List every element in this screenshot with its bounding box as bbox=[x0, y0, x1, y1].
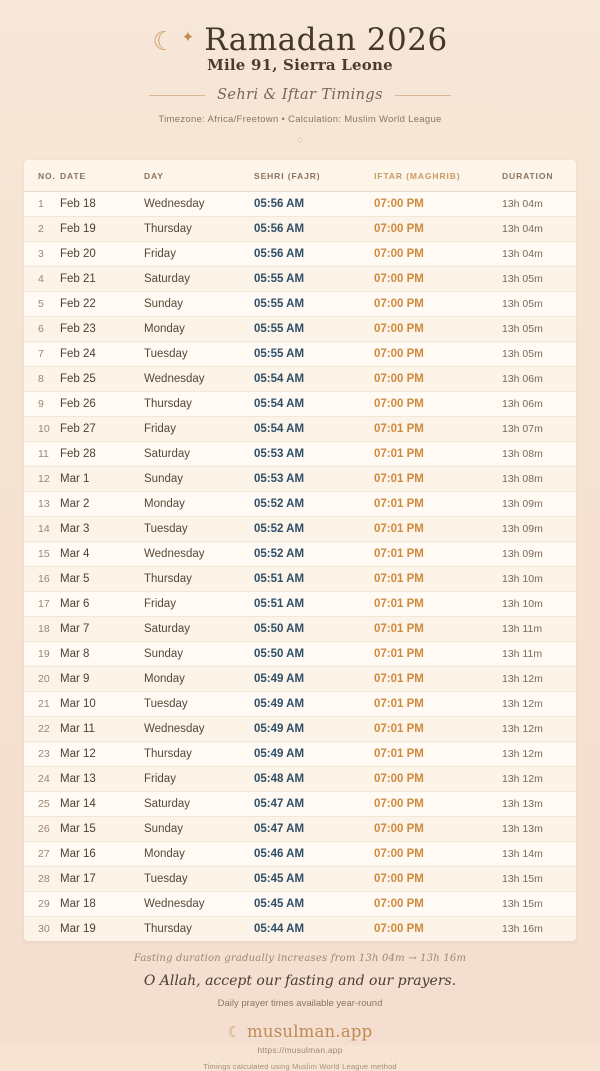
cell-iftar: 07:00 PM bbox=[374, 192, 502, 217]
cell-no: 13 bbox=[24, 492, 60, 517]
cell-no: 5 bbox=[24, 292, 60, 317]
cell-sehri: 05:52 AM bbox=[254, 542, 374, 567]
cell-sehri: 05:46 AM bbox=[254, 842, 374, 867]
cell-duration: 13h 06m bbox=[502, 392, 576, 417]
cell-iftar: 07:00 PM bbox=[374, 267, 502, 292]
location-subtitle: Mile 91, Sierra Leone bbox=[207, 56, 393, 74]
cell-sehri: 05:47 AM bbox=[254, 817, 374, 842]
cell-date: Mar 10 bbox=[60, 692, 144, 717]
column-header-duration: DURATION bbox=[502, 160, 576, 192]
cell-date: Feb 22 bbox=[60, 292, 144, 317]
calculation-method-note: Timings calculated using Muslim World League method bbox=[203, 1062, 397, 1071]
dua-text: O Allah, accept our fasting and our prayers. bbox=[143, 973, 457, 989]
cell-date: Mar 14 bbox=[60, 792, 144, 817]
cell-no: 20 bbox=[24, 667, 60, 692]
cell-no: 27 bbox=[24, 842, 60, 867]
cell-day: Wednesday bbox=[144, 542, 254, 567]
table-row bbox=[24, 467, 576, 492]
cell-day: Saturday bbox=[144, 267, 254, 292]
divider-left bbox=[149, 95, 205, 96]
cell-no: 10 bbox=[24, 417, 60, 442]
cell-date: Mar 3 bbox=[60, 517, 144, 542]
cell-no: 25 bbox=[24, 792, 60, 817]
cell-date: Mar 15 bbox=[60, 817, 144, 842]
cell-sehri: 05:52 AM bbox=[254, 492, 374, 517]
table-row bbox=[24, 417, 576, 442]
table-row bbox=[24, 342, 576, 367]
cell-duration: 13h 12m bbox=[502, 742, 576, 767]
cell-sehri: 05:51 AM bbox=[254, 592, 374, 617]
cell-sehri: 05:54 AM bbox=[254, 367, 374, 392]
cell-iftar: 07:00 PM bbox=[374, 842, 502, 867]
cell-no: 12 bbox=[24, 467, 60, 492]
crescent-moon-icon: ☾ bbox=[152, 26, 176, 56]
table-row bbox=[24, 917, 576, 942]
cell-no: 28 bbox=[24, 867, 60, 892]
cell-sehri: 05:45 AM bbox=[254, 867, 374, 892]
cell-sehri: 05:55 AM bbox=[254, 317, 374, 342]
title-row bbox=[20, 22, 580, 58]
cell-day: Tuesday bbox=[144, 342, 254, 367]
table-row bbox=[24, 392, 576, 417]
table-row bbox=[24, 792, 576, 817]
cell-day: Saturday bbox=[144, 617, 254, 642]
brand-row[interactable] bbox=[20, 1022, 580, 1041]
cell-date: Mar 12 bbox=[60, 742, 144, 767]
table-row bbox=[24, 617, 576, 642]
cell-sehri: 05:55 AM bbox=[254, 267, 374, 292]
table-row bbox=[24, 767, 576, 792]
cell-no: 30 bbox=[24, 917, 60, 942]
cell-iftar: 07:00 PM bbox=[374, 817, 502, 842]
cell-iftar: 07:01 PM bbox=[374, 442, 502, 467]
cell-no: 6 bbox=[24, 317, 60, 342]
cell-date: Mar 4 bbox=[60, 542, 144, 567]
table-row bbox=[24, 817, 576, 842]
section-subtitle: Sehri & Iftar Timings bbox=[217, 87, 383, 103]
timings-table bbox=[24, 160, 576, 941]
cell-sehri: 05:44 AM bbox=[254, 917, 374, 942]
cell-no: 21 bbox=[24, 692, 60, 717]
cell-day: Sunday bbox=[144, 467, 254, 492]
cell-day: Saturday bbox=[144, 792, 254, 817]
cell-duration: 13h 11m bbox=[502, 617, 576, 642]
cell-day: Wednesday bbox=[144, 192, 254, 217]
cell-duration: 13h 04m bbox=[502, 242, 576, 267]
cell-date: Feb 25 bbox=[60, 367, 144, 392]
cell-duration: 13h 04m bbox=[502, 217, 576, 242]
table-row bbox=[24, 842, 576, 867]
cell-sehri: 05:49 AM bbox=[254, 742, 374, 767]
availability-text: Daily prayer times available year-round bbox=[217, 998, 383, 1009]
page-header bbox=[0, 0, 600, 150]
cell-duration: 13h 16m bbox=[502, 917, 576, 942]
cell-date: Mar 11 bbox=[60, 717, 144, 742]
cell-date: Mar 13 bbox=[60, 767, 144, 792]
cell-date: Feb 24 bbox=[60, 342, 144, 367]
cell-day: Thursday bbox=[144, 567, 254, 592]
column-header-sehri: SEHRI (FAJR) bbox=[254, 160, 374, 192]
column-header-date: DATE bbox=[60, 160, 144, 192]
cell-iftar: 07:01 PM bbox=[374, 717, 502, 742]
cell-no: 23 bbox=[24, 742, 60, 767]
column-header-iftar: IFTAR (MAGHRIB) bbox=[374, 160, 502, 192]
table-row bbox=[24, 642, 576, 667]
table-row bbox=[24, 592, 576, 617]
cell-iftar: 07:00 PM bbox=[374, 242, 502, 267]
cell-iftar: 07:01 PM bbox=[374, 492, 502, 517]
cell-duration: 13h 12m bbox=[502, 717, 576, 742]
cell-day: Thursday bbox=[144, 742, 254, 767]
cell-date: Feb 26 bbox=[60, 392, 144, 417]
cell-duration: 13h 08m bbox=[502, 442, 576, 467]
cell-no: 22 bbox=[24, 717, 60, 742]
cell-sehri: 05:54 AM bbox=[254, 417, 374, 442]
cell-day: Friday bbox=[144, 592, 254, 617]
cell-date: Mar 9 bbox=[60, 667, 144, 692]
cell-duration: 13h 15m bbox=[502, 892, 576, 917]
page-title: Ramadan 2026 bbox=[204, 22, 448, 58]
cell-sehri: 05:53 AM bbox=[254, 442, 374, 467]
cell-sehri: 05:49 AM bbox=[254, 667, 374, 692]
cell-iftar: 07:01 PM bbox=[374, 417, 502, 442]
cell-duration: 13h 04m bbox=[502, 192, 576, 217]
cell-iftar: 07:01 PM bbox=[374, 692, 502, 717]
cell-date: Mar 2 bbox=[60, 492, 144, 517]
cell-day: Sunday bbox=[144, 817, 254, 842]
cell-date: Mar 19 bbox=[60, 917, 144, 942]
cell-sehri: 05:49 AM bbox=[254, 692, 374, 717]
cell-no: 24 bbox=[24, 767, 60, 792]
cell-iftar: 07:01 PM bbox=[374, 517, 502, 542]
cell-iftar: 07:00 PM bbox=[374, 767, 502, 792]
table-row bbox=[24, 717, 576, 742]
timetable-card bbox=[24, 160, 576, 941]
cell-no: 15 bbox=[24, 542, 60, 567]
cell-iftar: 07:01 PM bbox=[374, 542, 502, 567]
table-row bbox=[24, 742, 576, 767]
cell-sehri: 05:50 AM bbox=[254, 642, 374, 667]
table-header bbox=[24, 160, 576, 192]
column-header-day: DAY bbox=[144, 160, 254, 192]
table-row bbox=[24, 492, 576, 517]
cell-date: Mar 5 bbox=[60, 567, 144, 592]
cell-sehri: 05:56 AM bbox=[254, 217, 374, 242]
cell-duration: 13h 13m bbox=[502, 792, 576, 817]
cell-sehri: 05:51 AM bbox=[254, 567, 374, 592]
cell-duration: 13h 05m bbox=[502, 342, 576, 367]
cell-iftar: 07:01 PM bbox=[374, 467, 502, 492]
cell-iftar: 07:01 PM bbox=[374, 742, 502, 767]
cell-sehri: 05:54 AM bbox=[254, 392, 374, 417]
table-row bbox=[24, 567, 576, 592]
brand-url[interactable]: https://musulman.app bbox=[257, 1045, 343, 1055]
cell-sehri: 05:47 AM bbox=[254, 792, 374, 817]
table-row bbox=[24, 367, 576, 392]
cell-duration: 13h 10m bbox=[502, 592, 576, 617]
cell-no: 2 bbox=[24, 217, 60, 242]
cell-date: Feb 27 bbox=[60, 417, 144, 442]
cell-iftar: 07:00 PM bbox=[374, 367, 502, 392]
brand-name[interactable]: musulman.app bbox=[247, 1022, 373, 1041]
cell-no: 3 bbox=[24, 242, 60, 267]
cell-duration: 13h 07m bbox=[502, 417, 576, 442]
table-row bbox=[24, 192, 576, 217]
divider-right bbox=[395, 95, 451, 96]
cell-day: Monday bbox=[144, 317, 254, 342]
cell-no: 17 bbox=[24, 592, 60, 617]
cell-iftar: 07:01 PM bbox=[374, 567, 502, 592]
cell-duration: 13h 08m bbox=[502, 467, 576, 492]
cell-day: Thursday bbox=[144, 217, 254, 242]
cell-iftar: 07:00 PM bbox=[374, 317, 502, 342]
cell-duration: 13h 12m bbox=[502, 667, 576, 692]
cell-sehri: 05:48 AM bbox=[254, 767, 374, 792]
cell-sehri: 05:49 AM bbox=[254, 717, 374, 742]
cell-no: 14 bbox=[24, 517, 60, 542]
cell-day: Friday bbox=[144, 417, 254, 442]
cell-duration: 13h 05m bbox=[502, 317, 576, 342]
cell-day: Thursday bbox=[144, 917, 254, 942]
cell-day: Tuesday bbox=[144, 692, 254, 717]
cell-sehri: 05:53 AM bbox=[254, 467, 374, 492]
table-row bbox=[24, 867, 576, 892]
cell-date: Mar 18 bbox=[60, 892, 144, 917]
cell-duration: 13h 12m bbox=[502, 767, 576, 792]
cell-date: Mar 7 bbox=[60, 617, 144, 642]
table-body bbox=[24, 192, 576, 942]
table-row bbox=[24, 267, 576, 292]
cell-duration: 13h 09m bbox=[502, 492, 576, 517]
cell-no: 1 bbox=[24, 192, 60, 217]
cell-date: Mar 6 bbox=[60, 592, 144, 617]
cell-duration: 13h 14m bbox=[502, 842, 576, 867]
cell-sehri: 05:55 AM bbox=[254, 292, 374, 317]
page-footer bbox=[0, 941, 600, 1071]
section-subtitle-row bbox=[20, 87, 580, 103]
cell-day: Thursday bbox=[144, 392, 254, 417]
cell-no: 26 bbox=[24, 817, 60, 842]
cell-day: Friday bbox=[144, 242, 254, 267]
cell-no: 18 bbox=[24, 617, 60, 642]
cell-day: Wednesday bbox=[144, 367, 254, 392]
cell-iftar: 07:01 PM bbox=[374, 642, 502, 667]
cell-day: Tuesday bbox=[144, 517, 254, 542]
cell-duration: 13h 15m bbox=[502, 867, 576, 892]
duration-note: Fasting duration gradually increases from 13h 04m → 13h 16m bbox=[133, 953, 467, 964]
table-header-row bbox=[24, 160, 576, 192]
cell-iftar: 07:00 PM bbox=[374, 867, 502, 892]
cell-no: 11 bbox=[24, 442, 60, 467]
cell-duration: 13h 05m bbox=[502, 292, 576, 317]
cell-iftar: 07:00 PM bbox=[374, 392, 502, 417]
cell-day: Monday bbox=[144, 492, 254, 517]
table-row bbox=[24, 442, 576, 467]
cell-sehri: 05:45 AM bbox=[254, 892, 374, 917]
star-icon: ✦ bbox=[181, 28, 195, 46]
table-row bbox=[24, 517, 576, 542]
cell-sehri: 05:56 AM bbox=[254, 192, 374, 217]
cell-date: Mar 1 bbox=[60, 467, 144, 492]
cell-sehri: 05:55 AM bbox=[254, 342, 374, 367]
cell-day: Sunday bbox=[144, 642, 254, 667]
cell-date: Feb 28 bbox=[60, 442, 144, 467]
cell-no: 16 bbox=[24, 567, 60, 592]
table-row bbox=[24, 892, 576, 917]
cell-iftar: 07:01 PM bbox=[374, 592, 502, 617]
cell-sehri: 05:52 AM bbox=[254, 517, 374, 542]
cell-duration: 13h 12m bbox=[502, 692, 576, 717]
cell-iftar: 07:01 PM bbox=[374, 667, 502, 692]
cell-no: 7 bbox=[24, 342, 60, 367]
cell-sehri: 05:56 AM bbox=[254, 242, 374, 267]
cell-date: Mar 16 bbox=[60, 842, 144, 867]
cell-date: Feb 19 bbox=[60, 217, 144, 242]
cell-duration: 13h 05m bbox=[502, 267, 576, 292]
diamond-ornament-icon: ◇ bbox=[296, 135, 304, 144]
table-row bbox=[24, 667, 576, 692]
column-header-no: NO. bbox=[24, 160, 60, 192]
cell-day: Tuesday bbox=[144, 867, 254, 892]
cell-duration: 13h 13m bbox=[502, 817, 576, 842]
table-row bbox=[24, 217, 576, 242]
cell-no: 9 bbox=[24, 392, 60, 417]
table-row bbox=[24, 242, 576, 267]
cell-day: Wednesday bbox=[144, 892, 254, 917]
cell-no: 4 bbox=[24, 267, 60, 292]
timezone-calculation-meta: Timezone: Africa/Freetown • Calculation: Muslim World League bbox=[158, 114, 442, 125]
cell-iftar: 07:00 PM bbox=[374, 917, 502, 942]
cell-no: 29 bbox=[24, 892, 60, 917]
cell-day: Monday bbox=[144, 842, 254, 867]
cell-day: Wednesday bbox=[144, 717, 254, 742]
table-row bbox=[24, 317, 576, 342]
cell-duration: 13h 10m bbox=[502, 567, 576, 592]
cell-day: Friday bbox=[144, 767, 254, 792]
cell-date: Mar 8 bbox=[60, 642, 144, 667]
cell-duration: 13h 09m bbox=[502, 517, 576, 542]
table-row bbox=[24, 692, 576, 717]
table-row bbox=[24, 292, 576, 317]
cell-date: Feb 20 bbox=[60, 242, 144, 267]
cell-iftar: 07:00 PM bbox=[374, 292, 502, 317]
cell-no: 8 bbox=[24, 367, 60, 392]
brand-crescent-moon-icon: ☾ bbox=[227, 1024, 242, 1041]
cell-duration: 13h 11m bbox=[502, 642, 576, 667]
cell-iftar: 07:00 PM bbox=[374, 892, 502, 917]
cell-iftar: 07:00 PM bbox=[374, 792, 502, 817]
cell-day: Sunday bbox=[144, 292, 254, 317]
cell-iftar: 07:00 PM bbox=[374, 217, 502, 242]
cell-date: Feb 21 bbox=[60, 267, 144, 292]
cell-day: Monday bbox=[144, 667, 254, 692]
cell-date: Feb 18 bbox=[60, 192, 144, 217]
cell-iftar: 07:01 PM bbox=[374, 617, 502, 642]
cell-iftar: 07:00 PM bbox=[374, 342, 502, 367]
cell-duration: 13h 09m bbox=[502, 542, 576, 567]
cell-duration: 13h 06m bbox=[502, 367, 576, 392]
table-row bbox=[24, 542, 576, 567]
cell-date: Feb 23 bbox=[60, 317, 144, 342]
cell-no: 19 bbox=[24, 642, 60, 667]
cell-date: Mar 17 bbox=[60, 867, 144, 892]
cell-day: Saturday bbox=[144, 442, 254, 467]
cell-sehri: 05:50 AM bbox=[254, 617, 374, 642]
